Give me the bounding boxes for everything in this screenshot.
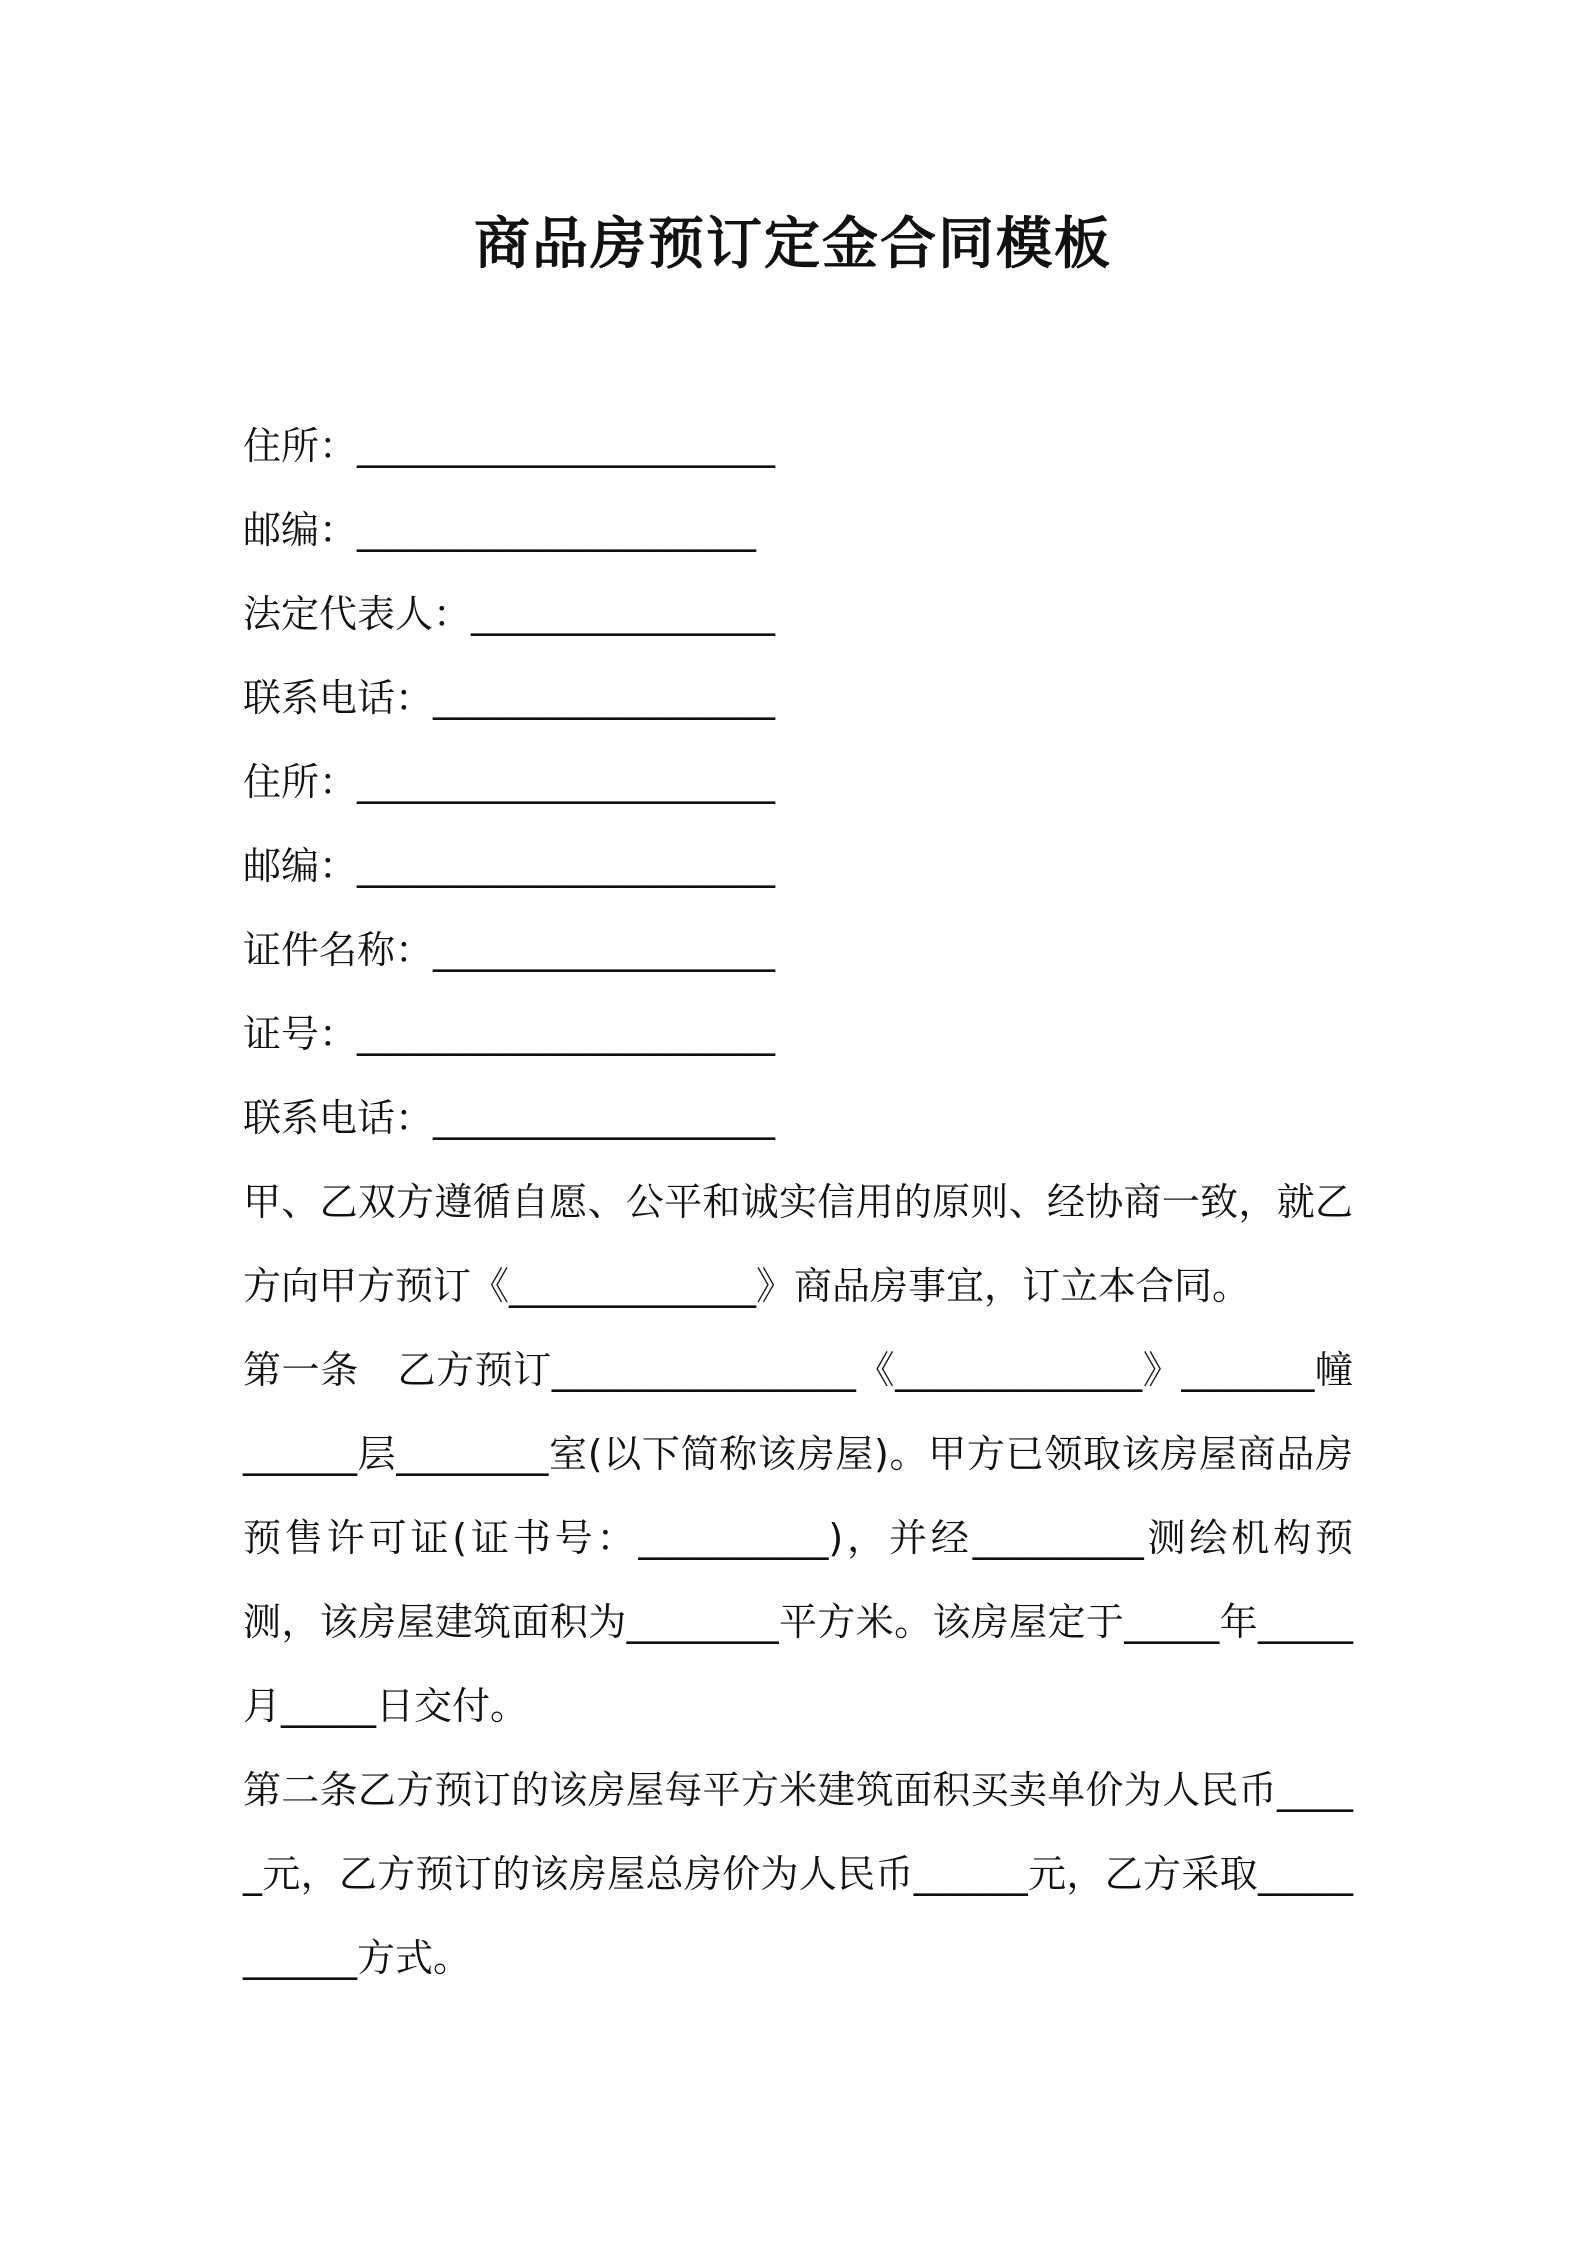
postcode-field-party-a: 邮编：_____________________ [243, 508, 757, 552]
preamble-paragraph: 甲、乙双方遵循自愿、公平和诚实信用的原则、经协商一致，就乙方向甲方预订《_____________》商品房事宜，订立本合同。 [243, 1180, 1353, 1308]
address-field-party-b: 住所：______________________ [243, 760, 776, 804]
id-number-field: 证号：______________________ [243, 1012, 776, 1056]
address-field-party-a: 住所：______________________ [243, 424, 776, 468]
postcode-field-party-b: 邮编：______________________ [243, 844, 776, 888]
phone-field-party-b: 联系电话：__________________ [243, 1096, 776, 1140]
legal-representative-field: 法定代表人：________________ [243, 592, 776, 636]
phone-field-party-a: 联系电话：__________________ [243, 676, 776, 720]
document-body [243, 404, 1353, 2000]
document-title: 商品房预订定金合同模板 [474, 212, 1112, 277]
article-two-paragraph: 第二条乙方预订的该房屋每平方米建筑面积买卖单价为人民币_____元，乙方预订的该房屋总房价为人民币______元，乙方采取___________方式。 [243, 1768, 1353, 1980]
article-one-paragraph: 第一条 乙方预订________________《_____________》_______幢______层________室(以下简称该房屋)。甲方已领取该房屋商品房预售许可证(证书号：__________)，并经_________测绘机构预测，该房屋建筑面积为________平方米。该房屋定于_____年_____月_____日交付。 [243, 1348, 1353, 1728]
id-document-name-field: 证件名称：__________________ [243, 928, 776, 972]
